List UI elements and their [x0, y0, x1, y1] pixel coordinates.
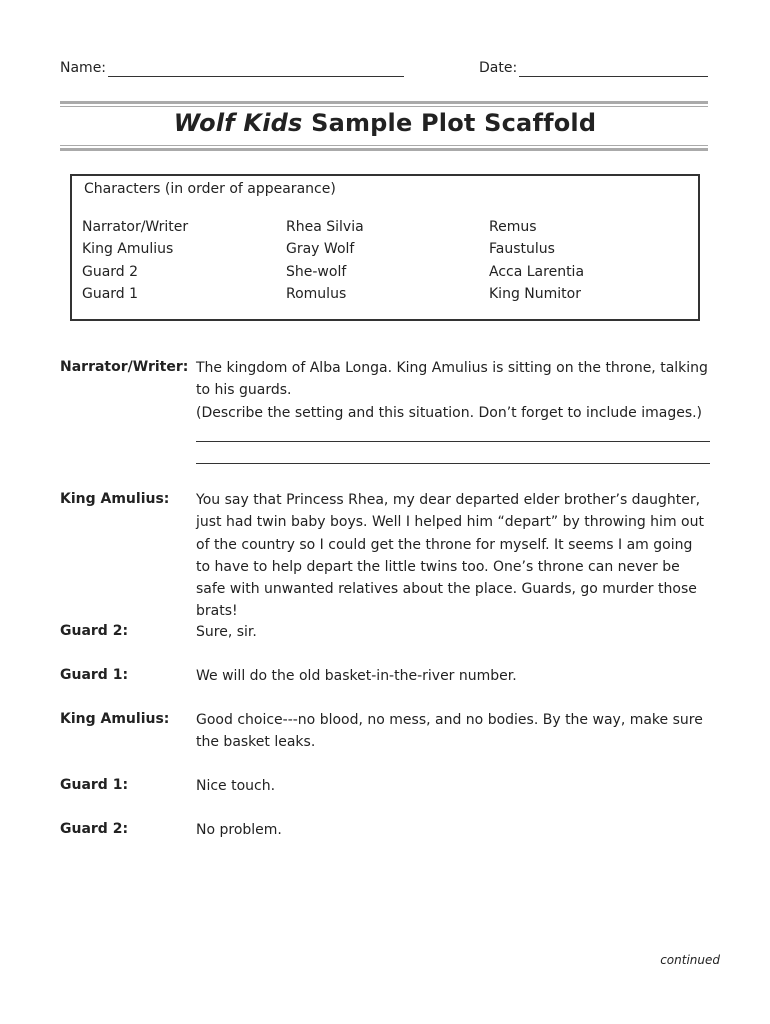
- title-rest: Sample Plot Scaffold: [302, 109, 597, 137]
- guard-2-line: No problem.: [196, 822, 282, 838]
- guard-2-line: Sure, sir.: [196, 624, 257, 640]
- king-amulius-line: You say that Princess Rhea, my dear departed elder brother’s daughter, just had twin baby boys. Well I helped him “depart” by throwing him out of the country so I could get the throne for myself. It seems I am going to have to help depart the little twins too. One’s throne can never be safe with unwanted relatives about the place. Guards, go murder those brats!: [196, 492, 704, 620]
- page-title: [0, 109, 770, 137]
- speaker-king-amulius: King Amulius:: [60, 711, 170, 727]
- answer-line-1[interactable]: [196, 441, 710, 442]
- character-name: Faustulus: [489, 241, 555, 258]
- title-rule-bottom-thin: [60, 145, 708, 146]
- character-name: Remus: [489, 219, 537, 235]
- character-name: Acca Larentia: [489, 263, 585, 280]
- speaker-guard-1: Guard 1:: [60, 777, 129, 793]
- characters-heading: Characters (in order of appearance): [84, 181, 336, 197]
- narrator-text: The kingdom of Alba Longa. King Amulius is sitting on the throne, talking to his guards.: [196, 360, 708, 399]
- guard-1-line: Nice touch.: [196, 778, 276, 794]
- date-field[interactable]: [519, 76, 708, 77]
- characters-column-2: [286, 216, 364, 305]
- narrator-line: [196, 357, 708, 424]
- speaker-king-amulius: King Amulius:: [60, 491, 170, 507]
- title-rule-top-thin: [60, 106, 708, 107]
- character-name: King Amulius: [82, 241, 174, 258]
- speaker-guard-2: Guard 2:: [60, 623, 129, 639]
- character-name: She-wolf: [286, 263, 347, 280]
- character-name: Guard 1: [82, 285, 139, 302]
- characters-column-3: [489, 216, 584, 305]
- characters-box: [70, 174, 700, 321]
- answer-line-2[interactable]: [196, 463, 710, 464]
- speaker-guard-2: Guard 2:: [60, 821, 129, 837]
- name-field[interactable]: [108, 76, 404, 77]
- narrator-prompt: (Describe the setting and this situation. Don’t forget to include images.): [196, 404, 703, 421]
- speaker-guard-1: Guard 1:: [60, 667, 129, 683]
- title-rule-bottom: [60, 148, 708, 151]
- character-name: King Numitor: [489, 285, 581, 302]
- date-label: Date:: [479, 60, 518, 76]
- character-name: Rhea Silvia: [286, 219, 364, 235]
- character-name: Gray Wolf: [286, 241, 355, 258]
- speaker-narrator: Narrator/Writer:: [60, 359, 189, 375]
- name-label: Name:: [60, 60, 107, 76]
- king-amulius-line: Good choice---no blood, no mess, and no bodies. By the way, make sure the basket leaks.: [196, 712, 703, 751]
- continued-note: continued: [660, 953, 720, 967]
- characters-column-1: [82, 216, 188, 305]
- character-name: Romulus: [286, 285, 347, 302]
- title-italic: Wolf Kids: [173, 109, 303, 137]
- character-name: Guard 2: [82, 263, 139, 280]
- guard-1-line: We will do the old basket-in-the-river number.: [196, 668, 517, 684]
- character-name: Narrator/Writer: [82, 219, 189, 235]
- title-rule-top: [60, 101, 708, 104]
